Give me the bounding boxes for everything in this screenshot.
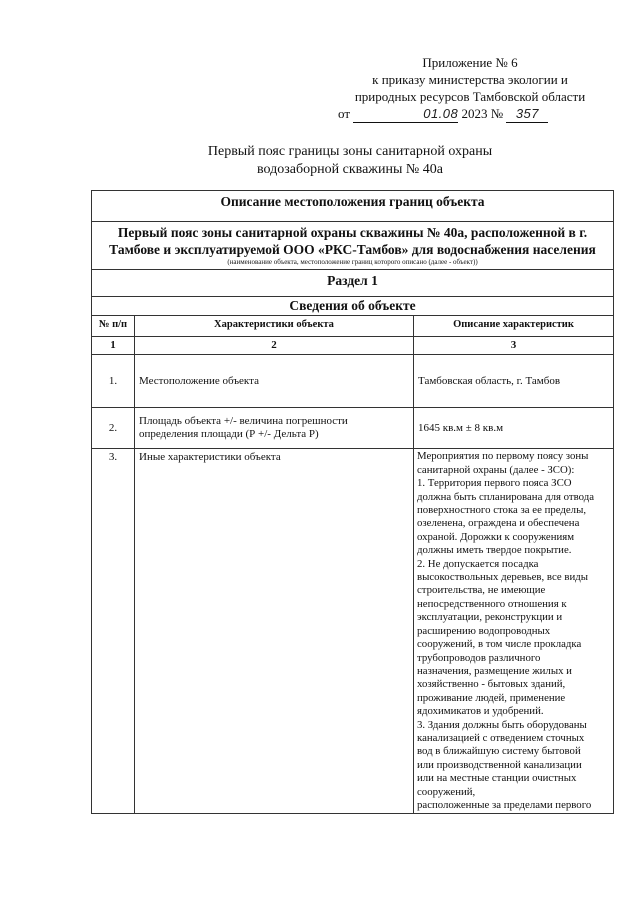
measure-line: охраной. Дорожки к сооружениям	[417, 530, 575, 543]
measure-line: 3. Здания должны быть оборудованы	[417, 718, 587, 731]
row-description: 1645 кв.м ± 8 кв.м	[414, 408, 614, 449]
date-blank	[353, 105, 458, 123]
object-note: (наименование объекта, местоположение границ которого описано (далее - объект))	[92, 258, 614, 270]
measure-line: должна быть спланирована для отвода	[417, 490, 594, 503]
appendix-number: Приложение № 6	[422, 55, 518, 70]
column-number-1: 1	[92, 337, 135, 355]
number-label: №	[490, 106, 504, 121]
row-characteristic: Местоположение объекта	[135, 355, 414, 408]
table-heading: Описание местоположения границ объекта	[92, 191, 614, 222]
measure-line: назначения, размещение жилых и	[417, 664, 572, 677]
object-name: Первый пояс зоны санитарной охраны скважины № 40а, расположенной в г. Тамбове и эксплуатируемой ООО «РКС-Тамбов» для водоснабжения населения	[92, 222, 614, 259]
measure-line: эксплуатации, реконструкции и	[417, 611, 563, 624]
row-characteristic: Иные характеристики объекта	[135, 449, 414, 814]
measure-line: 1. Территория первого пояса ЗСО	[417, 477, 572, 490]
measure-line: сооружений,	[417, 785, 476, 798]
section-label: Раздел 1	[92, 270, 614, 297]
title-line-1: Первый пояс границы зоны санитарной охраны	[207, 144, 493, 159]
section-title: Сведения об объекте	[92, 297, 614, 316]
measure-line: озеленена, ограждена и обеспечена	[417, 517, 580, 530]
measure-line: поверхностного стока за ее пределы,	[417, 504, 587, 517]
column-number-3: 3	[414, 337, 614, 355]
number-blank	[506, 105, 548, 123]
row-characteristic: Площадь объекта +/- величина погрешности определения площади (Р +/- Дельта Р)	[135, 408, 414, 449]
row-number: 1.	[92, 355, 135, 408]
row-number: 3.	[92, 449, 135, 814]
table-row	[92, 449, 614, 814]
row-number: 2.	[92, 408, 135, 449]
column-header-number: № п/п	[92, 316, 135, 337]
handwritten-number: 357	[515, 106, 540, 121]
table-row	[92, 355, 614, 408]
table-heading-row	[92, 191, 614, 222]
title-line-2: водозаборной скважины № 40а	[257, 162, 443, 177]
measure-line: трубопроводов различного	[417, 651, 541, 664]
handwritten-date: 01.08	[423, 106, 459, 121]
measure-line: вод в ближайшую систему бытовой	[417, 745, 581, 758]
measure-line: должны иметь твердое покрытие.	[417, 544, 572, 557]
order-year: 2023	[461, 106, 488, 121]
row-description: Тамбовская область, г. Тамбов	[414, 355, 614, 408]
measure-line: ядохимикатов и удобрений.	[417, 705, 544, 718]
measure-line: непосредственного отношения к	[417, 597, 567, 610]
column-header-characteristics: Характеристики объекта	[135, 316, 414, 337]
measure-line: Мероприятия по первому поясу зоны	[417, 450, 589, 463]
measure-line: канализацией с отведением сточных	[417, 731, 585, 744]
appendix-header	[330, 54, 610, 123]
table-row	[92, 408, 614, 449]
measure-line: строительства, не имеющие	[417, 584, 546, 597]
document-title	[100, 143, 600, 179]
measure-line: расширению водопроводных	[417, 624, 551, 637]
column-header-row	[92, 316, 614, 337]
measure-line: или производственной канализации	[417, 758, 582, 771]
object-name-row	[92, 222, 614, 259]
section-title-row	[92, 297, 614, 316]
measure-line: санитарной охраны (далее - ЗСО):	[417, 463, 575, 476]
measure-line: высокоствольных деревьев, все виды	[417, 571, 588, 584]
measure-line: сооружений, в том числе прокладка	[417, 638, 582, 651]
measure-line: или на местные станции очистных	[417, 772, 577, 785]
measure-line: проживание людей, применение	[417, 691, 566, 704]
order-date-line	[330, 105, 610, 123]
section-row	[92, 270, 614, 297]
from-label: от	[338, 106, 351, 121]
ministry-name: природных ресурсов Тамбовской области	[354, 89, 586, 104]
measure-line: 2. Не допускается посадка	[417, 557, 539, 570]
row-description-measures	[414, 449, 614, 814]
object-description-table	[91, 190, 614, 814]
object-note-row	[92, 258, 614, 270]
measure-line: хозяйственно - бытовых зданий,	[417, 678, 566, 691]
column-number-2: 2	[135, 337, 414, 355]
order-reference: к приказу министерства экологии и	[372, 72, 568, 87]
measure-line: расположенные за пределами первого	[417, 798, 592, 811]
column-header-description: Описание характеристик	[414, 316, 614, 337]
column-number-row	[92, 337, 614, 355]
